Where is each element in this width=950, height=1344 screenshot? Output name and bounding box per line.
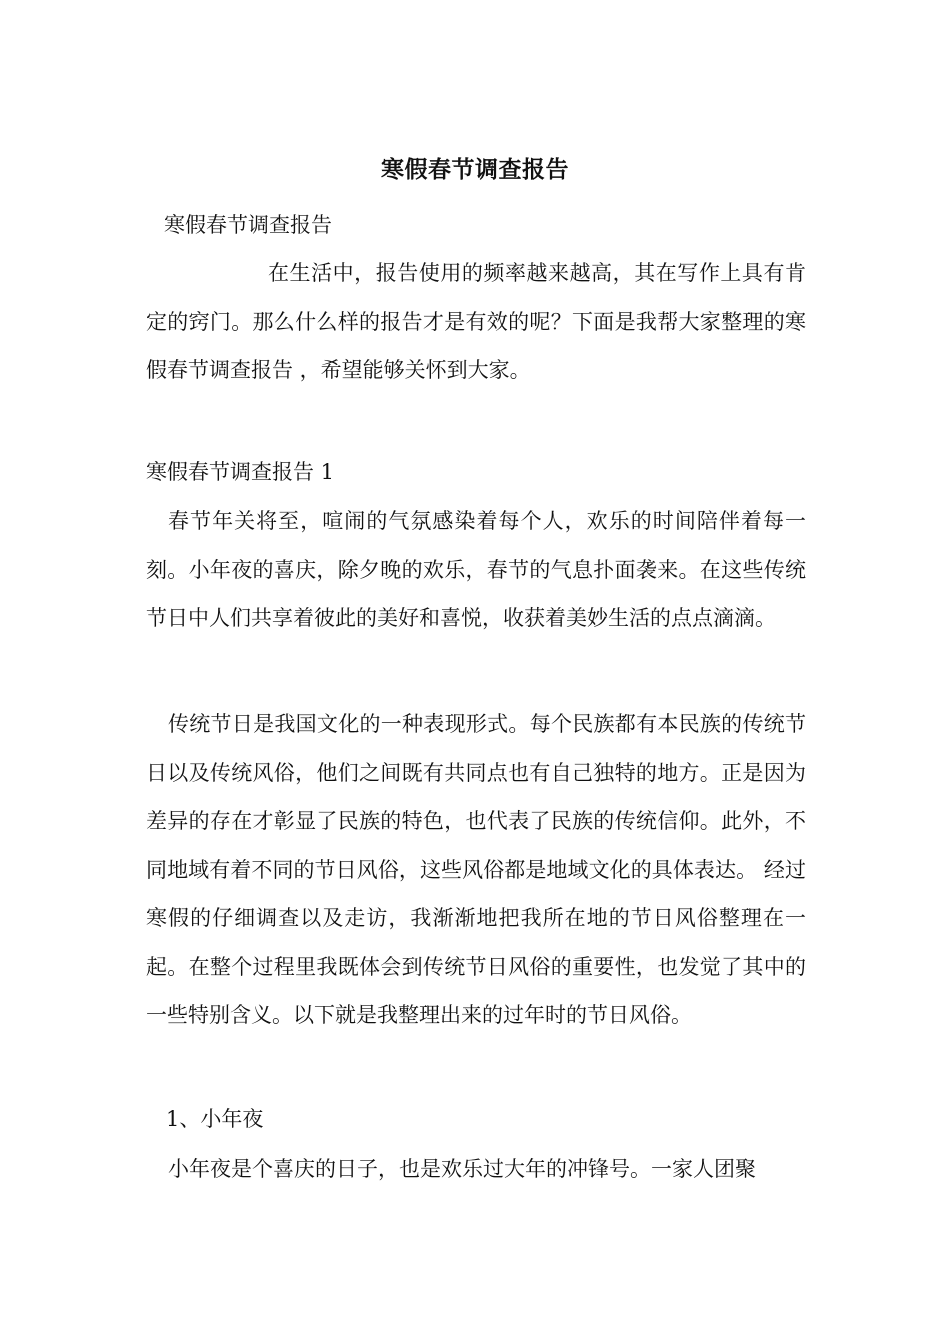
intro-paragraph: 在生活中，报告使用的频率越来越高，其在写作上具有肯定的窍门。那么什么样的报告才是有效的呢？下面是我帮大家整理的寒假春节调查报告 ，希望能够关怀到大家。: [146, 261, 806, 382]
item-heading: 1、小年夜: [166, 1107, 264, 1131]
body-paragraph: 春节年关将至，喧闹的气氛感染着每个人，欢乐的时间陪伴着每一刻。小年夜的喜庆，除夕晚的欢乐，春节的气息扑面袭来。在这些传统节日中人们共享着彼此的美好和喜悦，收获着美妙生活的点点滴滴。: [146, 509, 806, 630]
document-subtitle: 寒假春节调查报告: [164, 213, 332, 237]
section-heading: 寒假春节调查报告 1: [146, 460, 335, 484]
document-title: 寒假春节调查报告: [381, 156, 569, 183]
item-paragraph: 小年夜是个喜庆的日子，也是欢乐过大年的冲锋号。一家人团聚: [168, 1157, 756, 1181]
body-paragraph: 传统节日是我国文化的一种表现形式。每个民族都有本民族的传统节日以及传统风俗，他们之间既有共同点也有自己独特的地方。正是因为差异的存在才彰显了民族的特色，也代表了民族的传统信仰。此外，不同地域有着不同的节日风俗，这些风俗都是地域文化的具体表达。 经过寒假的仔细调查以及走访，我渐渐地把我所在地的节日风俗整理在一起。在整个过程里我既体会到传统节日风俗的重要性，也发觉了其中的一些特别含义。以下就是我整理出来的过年时的节日风俗。: [146, 712, 806, 1027]
